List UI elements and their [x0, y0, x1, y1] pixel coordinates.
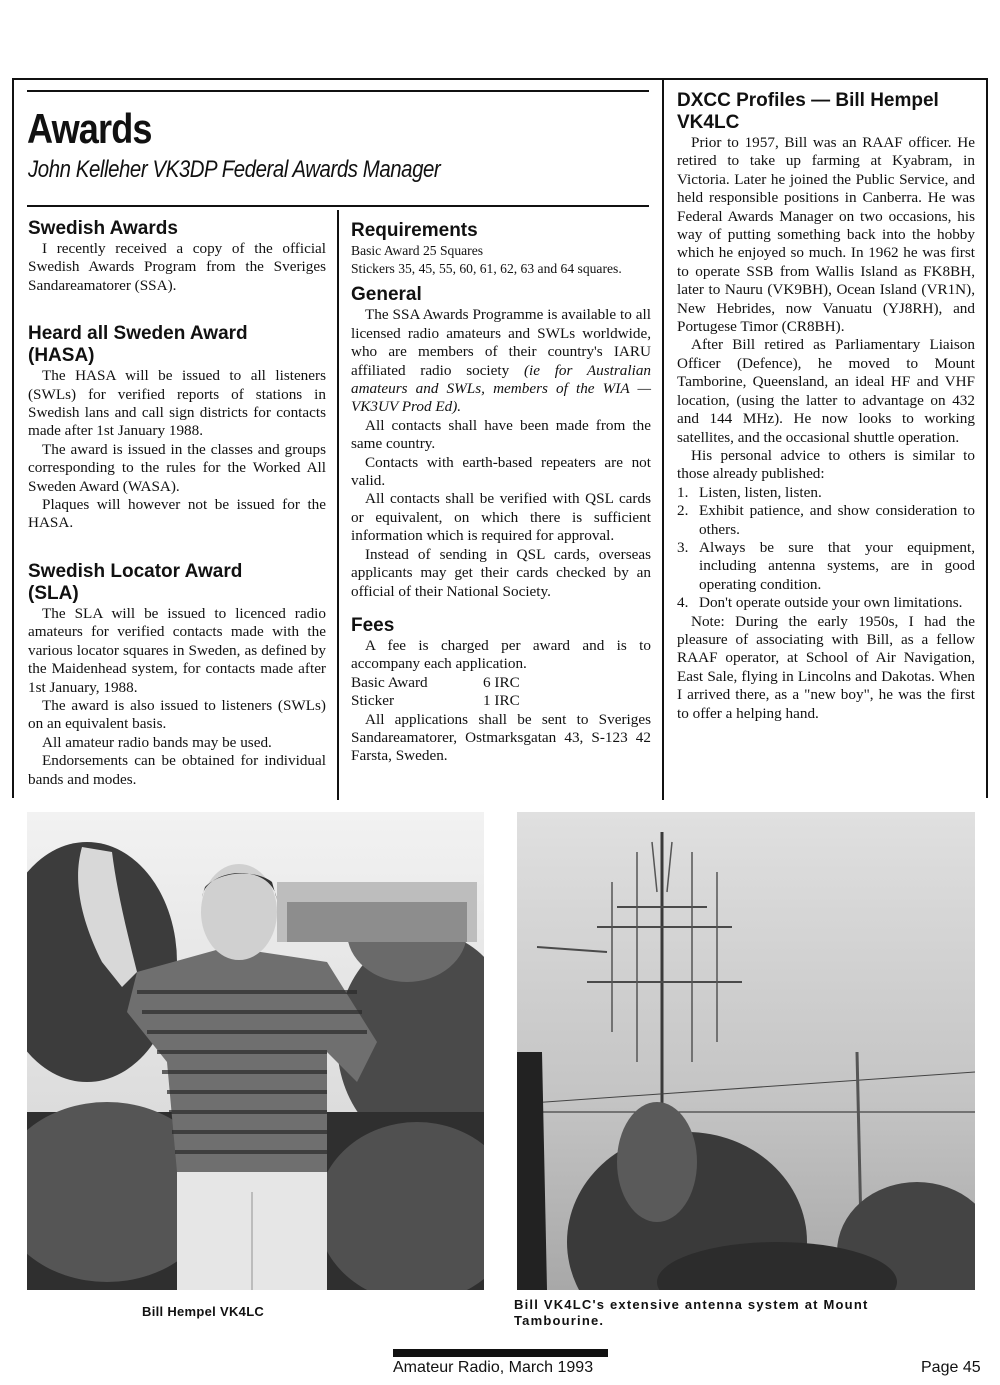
heading-sla-line2: (SLA)	[28, 582, 79, 604]
paragraph: All contacts shall have been made from the same country.	[351, 416, 651, 453]
paragraph: Instead of sending in QSL cards, overseas applicants may get their cards checked by an official of their National Society.	[351, 545, 651, 600]
caption-right	[514, 1297, 976, 1329]
heading-dxcc-line1: DXCC Profiles — Bill Hempel	[677, 90, 939, 111]
column-divider-2	[662, 80, 664, 800]
paragraph: The award is also issued to listeners (SWLs) on an equivalent basis.	[28, 696, 326, 733]
column-divider-1	[337, 210, 339, 800]
heading-hasa-line1: Heard all Sweden Award	[28, 323, 248, 345]
column-2	[351, 220, 651, 766]
paragraph: All amateur radio bands may be used.	[42, 733, 272, 751]
heading-sla-line1: Swedish Locator Award	[28, 560, 243, 582]
list-number: 4.	[677, 594, 689, 612]
heading-dxcc-line2: VK4LC	[677, 112, 740, 133]
paragraph: His personal advice to others is similar to those already published:	[677, 446, 975, 483]
paragraph: After Bill retired as Parliamentary Liaison Officer (Defence), he moved to Mount Tamborine, Queensland, an ideal HF and VHF location, (using the latter to advantage on 432 and 144 MHz). He now looks to working satellites, and the occasional shuttle operation.	[677, 336, 975, 446]
list-item	[677, 502, 975, 539]
heading-hasa	[28, 323, 326, 367]
paragraph: The award is issued in the classes and groups corresponding to the rules for the Worked All Sweden Award (WASA).	[28, 440, 326, 495]
caption-right-line1: Bill VK4LC's extensive antenna system at Mount	[514, 1297, 869, 1312]
list-item	[677, 484, 975, 502]
paragraph: The HASA will be issued to all listeners (SWLs) for verified reports of stations in Swedish lans and call sign districts for contacts made after 1st January 1988.	[28, 367, 326, 440]
paragraph: The SLA will be issued to licenced radio amateurs for verified contacts made with the various locator squares in Sweden, as defined by the Maidenhead system, for contacts made after 1st January, 1988.	[28, 604, 326, 696]
footer-page-number: Page 45	[921, 1359, 981, 1376]
caption-left: Bill Hempel VK4LC	[142, 1304, 265, 1319]
page-subtitle: John Kelleher VK3DP Federal Awards Manager	[28, 156, 441, 183]
editor-note: (ie for Australian amateurs and SWLs, members of the WIA — VK3UV Prod Ed).	[351, 361, 652, 416]
title-bottom-rule	[27, 205, 649, 207]
column-3	[677, 90, 975, 723]
list-text: Exhibit patience, and show consideration to others.	[699, 502, 975, 538]
list-text: Don't operate outside your own limitations.	[699, 594, 963, 612]
photo-bill-hempel	[27, 812, 484, 1290]
heading-hasa-line2: (HASA)	[28, 345, 95, 367]
fee-cost: 6 IRC	[483, 673, 520, 691]
fee-cost: 1 IRC	[483, 692, 520, 710]
list-number: 1.	[677, 483, 689, 501]
heading-dxcc-profiles	[677, 90, 975, 134]
heading-general: General	[351, 284, 422, 306]
list-number: 3.	[677, 538, 689, 556]
photo-antenna-drawing	[517, 812, 975, 1290]
fee-item: Basic Award	[351, 673, 428, 691]
paragraph: Plaques will however not be issued for the HASA.	[28, 496, 326, 532]
photo-antenna-system	[517, 812, 975, 1290]
heading-sla	[28, 561, 326, 605]
page-title: Awards	[27, 105, 152, 152]
paragraph: Endorsements can be obtained for individual bands and modes.	[28, 752, 326, 788]
title-top-rule	[27, 90, 649, 92]
list-text: Listen, listen, listen.	[699, 483, 822, 501]
general-text: The SSA Awards Programme is available to all licensed radio amateurs and SWLs worldwide, who are members of their country's IARU affiliated radio society	[351, 306, 651, 379]
fee-row	[351, 692, 651, 710]
heading-swedish-awards: Swedish Awards	[28, 218, 178, 239]
fee-item: Sticker	[351, 692, 395, 710]
paragraph: Prior to 1957, Bill was an RAAF officer. He retired to take up farming at Kyabram, in Victoria. Later he joined the Public Service, and held responsible positions in Canberra. He was Federal Awards Manager on two occasions, his way of putting something back into the hobby which he enjoyed so much. In 1962 he was first to operate SSB from Wallis Island as FK8BH, later to Nauru (VK9BH), Ocean Island (VR1N), New Hebrides, now Vanuatu (YJ8RH), and Portugese Timor (CR8BH).	[677, 134, 975, 336]
photo-bill-hempel-drawing	[27, 812, 484, 1290]
requirement-line: Basic Award 25 Squares	[351, 243, 484, 258]
paragraph: All contacts shall be verified with QSL cards or equivalent, on which there is sufficient information which is required for approval.	[351, 490, 651, 545]
heading-requirements: Requirements	[351, 220, 478, 241]
paragraph: A fee is charged per award and is to accompany each application.	[351, 636, 651, 673]
advice-list	[677, 484, 975, 613]
paragraph: I recently received a copy of the official Swedish Awards Program from the Sveriges Sandareamatorer (SSA).	[28, 240, 326, 294]
footer-bar	[393, 1349, 608, 1357]
caption-right-line2: Tambourine.	[514, 1313, 605, 1328]
list-number: 2.	[677, 502, 689, 520]
fee-row	[351, 674, 651, 692]
requirement-line: Stickers 35, 45, 55, 60, 61, 62, 63 and 64 squares.	[351, 261, 622, 277]
footer-publication: Amateur Radio, March 1993	[393, 1359, 594, 1376]
paragraph	[351, 306, 651, 416]
list-item	[677, 594, 975, 612]
heading-fees: Fees	[351, 614, 395, 636]
list-item	[677, 539, 975, 594]
paragraph: Note: During the early 1950s, I had the pleasure of associating with Bill, as a fellow RAAF operator, at School of Air Navigation, East Sale, flying in Lincolns and Dakotas. When I arrived there, as a "new boy", he was the first to offer a helping hand.	[677, 612, 975, 722]
list-text: Always be sure that your equipment, including antenna systems, are in good operating condition.	[699, 538, 975, 593]
column-1	[28, 218, 326, 789]
paragraph: Contacts with earth-based repeaters are not valid.	[351, 453, 651, 490]
paragraph: All applications shall be sent to Sveriges Sandareamatorer, Ostmarksgatan 43, S-123 42 Farsta, Sweden.	[351, 710, 651, 765]
